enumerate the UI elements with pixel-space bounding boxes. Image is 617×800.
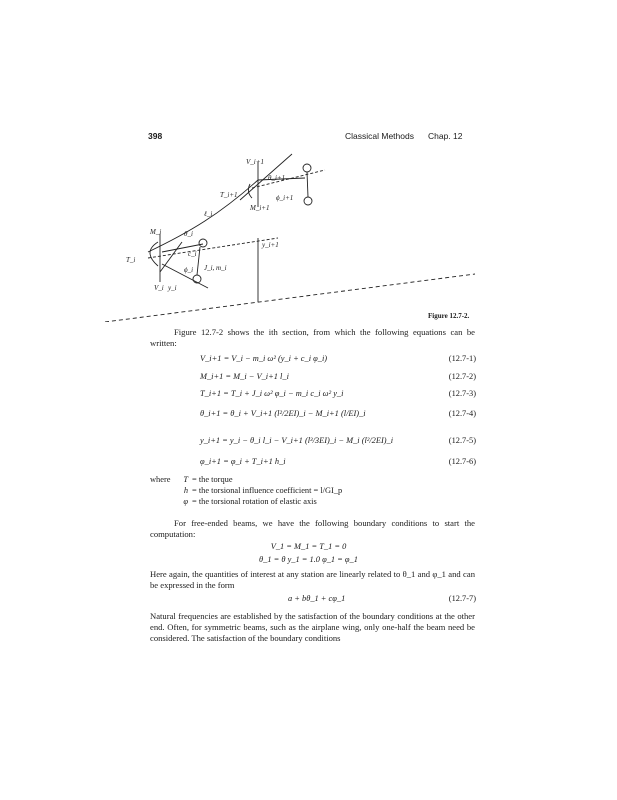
label-y-next: y_i+1 <box>262 241 279 249</box>
equation-6 <box>200 457 490 473</box>
equation-number: (12.7-3) <box>448 389 476 398</box>
lower-mass-top <box>199 239 207 247</box>
equation-1 <box>200 354 490 370</box>
beam-curve <box>148 180 258 252</box>
equation-5 <box>200 436 490 452</box>
label-theta-i: θ_i <box>184 230 193 238</box>
label-c-i: c_i <box>188 250 197 258</box>
lower-arm <box>162 244 203 252</box>
equation-expr: M_i+1 = M_i − V_i+1 l_i <box>200 372 289 381</box>
label-phi-next: ϕ_i+1 <box>276 194 294 202</box>
definition-symbol: h <box>183 486 188 495</box>
where-label: where <box>150 475 171 484</box>
beam-section-diagram <box>100 152 480 322</box>
boundary-eq-1: V_1 = M_1 = T_1 = 0 <box>270 542 347 551</box>
label-m-i: M_i <box>150 228 162 236</box>
label-j-m: J_i, m_i <box>204 264 227 272</box>
label-t-next: T_i+1 <box>220 191 238 199</box>
equation-number: (12.7-1) <box>448 354 476 363</box>
figure-caption: Figure 12.7-2. <box>428 312 470 320</box>
section-title: Classical Methods <box>345 131 414 141</box>
chapter-label: Chap. 12 <box>427 131 463 141</box>
baseline <box>105 274 475 322</box>
equation-4 <box>200 409 490 425</box>
equation-number: (12.7-6) <box>448 457 476 466</box>
label-v-i: V_i <box>154 284 164 292</box>
label-phi-i: ϕ_i <box>184 266 194 274</box>
final-paragraph: Natural frequencies are established by the satisfaction of the boundary conditions at the other end. Often, for symmetric beams, such as the airplane wing, only one-half the beam need be considered. The satisfaction of the boundary conditions <box>150 611 475 643</box>
equation-number: (12.7-2) <box>448 372 476 381</box>
equation-number: (12.7-4) <box>448 409 476 418</box>
label-v-next: V_i+1 <box>246 158 264 166</box>
boundary-eq-2: θ_1 = θ y_1 = 1.0 φ_1 = φ_1 <box>259 555 358 564</box>
equation-3 <box>200 389 490 405</box>
label-theta-next: θ_i+1 <box>268 174 286 182</box>
equation-7 <box>200 594 490 610</box>
definition-3 <box>150 496 317 507</box>
lower-dash <box>148 238 278 258</box>
equation-expr: a + bθ_1 + cφ_1 <box>288 594 346 603</box>
label-t-i: T_i <box>126 256 136 264</box>
upper-mass-bottom <box>304 197 312 205</box>
equation-2 <box>200 372 490 388</box>
definition-text: = the torsional rotation of elastic axis <box>192 497 317 506</box>
linear-paragraph: Here again, the quantities of interest at any station are linearly related to θ_1 and φ_1 and can be expressed in the form <box>150 569 475 590</box>
equation-expr: V_i+1 = V_i − m_i ω² (y_i + c_i φ_i) <box>200 354 328 363</box>
equation-number: (12.7-7) <box>448 594 476 603</box>
definition-2 <box>150 485 342 496</box>
equation-expr: y_i+1 = y_i − θ_i l_i − V_i+1 (l³/3EI)_i − M_i (l²/2EI)_i <box>200 436 394 445</box>
definition-symbol: T <box>183 475 188 484</box>
boundary-paragraph: For free-ended beams, we have the following boundary conditions to start the computation: <box>150 518 475 539</box>
equation-number: (12.7-5) <box>448 436 476 445</box>
intro-paragraph: Figure 12.7-2 shows the ith section, from which the following equations can be written: <box>150 327 475 348</box>
definition-text: = the torque <box>192 475 233 484</box>
definition-symbol: φ <box>183 497 188 506</box>
equation-expr: θ_i+1 = θ_i + V_i+1 (l²/2EI)_i − M_i+1 (l/EI)_i <box>200 409 366 418</box>
definition-1 <box>150 474 233 485</box>
definition-text: = the torsional influence coefficient = l/GI_p <box>192 486 343 495</box>
equation-expr: φ_i+1 = φ_i + T_i+1 h_i <box>200 457 286 466</box>
label-y-i: y_i <box>168 284 177 292</box>
moment-arc <box>150 242 158 266</box>
equation-expr: T_i+1 = T_i + J_i ω² φ_i − m_i c_i ω² y_i <box>200 389 344 398</box>
label-m-next: M_i+1 <box>250 204 270 212</box>
upper-mass-top <box>303 164 311 172</box>
label-l-i: ℓ_i <box>204 210 213 218</box>
running-header <box>345 131 462 141</box>
page-number: 398 <box>148 131 163 141</box>
